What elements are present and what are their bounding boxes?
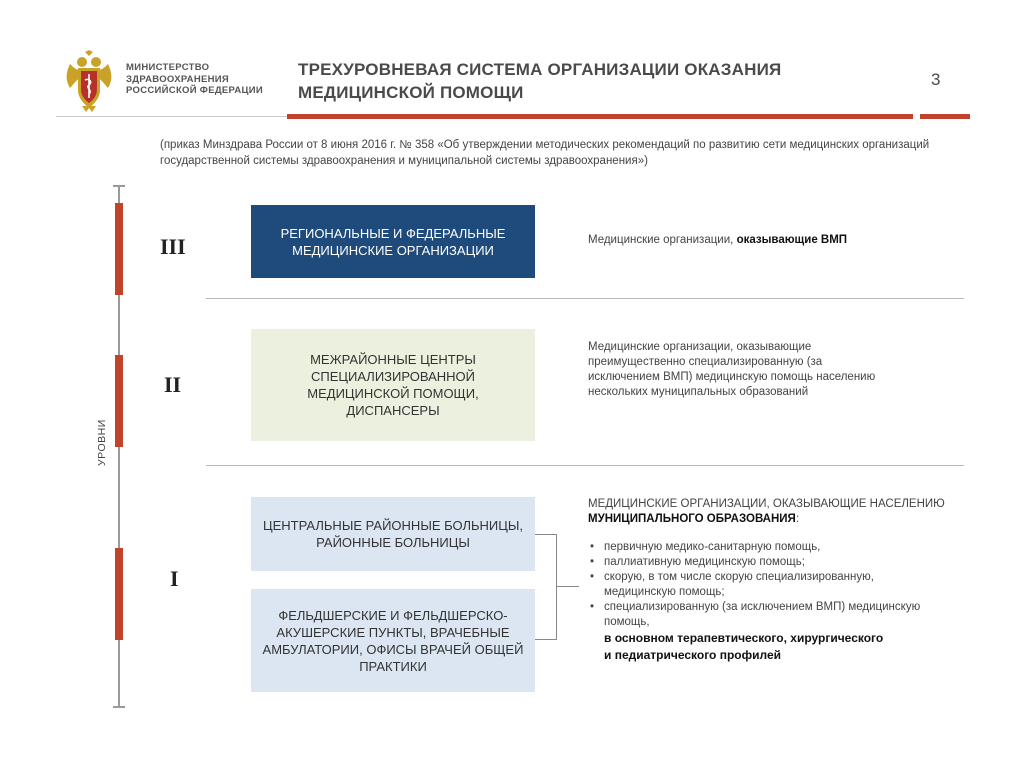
level-numeral-2: II — [164, 372, 182, 397]
page-number: 3 — [931, 70, 941, 89]
list-item: • первичную медико-санитарную помощь, — [588, 540, 948, 555]
level-marker-2 — [115, 355, 123, 447]
level2-box-text: МЕЖРАЙОННЫЕ ЦЕНТРЫ СПЕЦИАЛИЗИРОВАННОЙ МЕДИЦИНСКОЙ ПОМОЩИ, ДИСПАНСЕРЫ — [307, 352, 479, 418]
level1-services-list — [588, 540, 948, 630]
level3-description — [588, 233, 948, 248]
level1-desc-head-end: : — [795, 513, 800, 525]
level1-box-outpatient-text: ФЕЛЬДШЕРСКИЕ И ФЕЛЬДШЕРСКО-АКУШЕРСКИЕ ПУНКТЫ, ВРАЧЕБНЫЕ АМБУЛАТОРИИ, ОФИСЫ ВРАЧЕЙ ОБЩЕЙ ПРАКТИКИ — [262, 607, 524, 674]
level1-desc-head — [588, 497, 948, 527]
level1-box-outpatient — [251, 589, 535, 692]
level1-bracket — [535, 534, 557, 640]
level1-bracket-connector — [557, 586, 579, 587]
order-note: (приказ Минздрава России от 8 июня 2016 г. № 358 «Об утверждении методических рекомендаций по развитию сети медицинских организаций государственной системы здравоохранения и муниципальной системы здравоохранения») — [160, 139, 930, 167]
axis-cap — [113, 706, 125, 708]
header-accent-bar-end — [920, 114, 970, 119]
level3-desc-bold: оказывающие ВМП — [736, 234, 848, 246]
level3-desc-prefix: Медицинские организации, — [588, 234, 734, 246]
level-separator — [206, 298, 964, 299]
slide-title-line: ТРЕХУРОВНЕВАЯ СИСТЕМА ОРГАНИЗАЦИИ ОКАЗАНИЯ — [298, 60, 782, 79]
axis-cap — [113, 185, 125, 187]
header-divider — [56, 116, 294, 117]
list-item: • специализированную (за исключением ВМП) медицинскую помощь, — [588, 600, 948, 630]
ministry-name — [126, 62, 263, 97]
ministry-line: ЗДРАВООХРАНЕНИЯ — [126, 73, 230, 85]
slide-title — [298, 58, 858, 104]
level2-description: Медицинские организации, оказывающие преимущественно специализированную (за исключением ВМП) медицинскую помощь населению нескольких муниципальных образований — [588, 341, 876, 398]
header-accent-bar — [287, 114, 913, 119]
list-item: • паллиативную медицинскую помощь; — [588, 555, 948, 570]
axis-label: УРОВНИ — [96, 419, 108, 466]
level-numeral-3: III — [160, 234, 186, 259]
coat-of-arms-icon — [62, 50, 116, 112]
level1-desc-head-text: МЕДИЦИНСКИЕ ОРГАНИЗАЦИИ, ОКАЗЫВАЮЩИЕ НАСЕЛЕНИЮ — [588, 498, 945, 510]
level-marker-1 — [115, 548, 123, 640]
ministry-line: МИНИСТЕРСТВО — [126, 62, 210, 73]
level1-profile-note: в основном терапевтического, хирургического и педиатрического профилей — [604, 631, 884, 662]
level2-box — [251, 329, 535, 441]
level3-box-text: РЕГИОНАЛЬНЫЕ И ФЕДЕРАЛЬНЫЕ МЕДИЦИНСКИЕ ОРГАНИЗАЦИИ — [280, 225, 506, 258]
level1-description — [588, 497, 948, 664]
level-separator — [206, 465, 964, 466]
list-item: • скорую, в том числе скорую специализированную, медицинскую помощь; — [588, 570, 948, 600]
level-numeral-1: I — [170, 566, 179, 591]
level1-desc-head-bold: МУНИЦИПАЛЬНОГО ОБРАЗОВАНИЯ — [588, 513, 796, 525]
level1-box-hospitals — [251, 497, 535, 571]
level-marker-3 — [115, 203, 123, 295]
level3-box — [251, 205, 535, 278]
level1-box-hospitals-text: ЦЕНТРАЛЬНЫЕ РАЙОННЫЕ БОЛЬНИЦЫ, РАЙОННЫЕ БОЛЬНИЦЫ — [263, 518, 523, 550]
slide-title-line: МЕДИЦИНСКОЙ ПОМОЩИ — [298, 83, 524, 102]
ministry-line: РОССИЙСКОЙ ФЕДЕРАЦИИ — [126, 85, 264, 96]
